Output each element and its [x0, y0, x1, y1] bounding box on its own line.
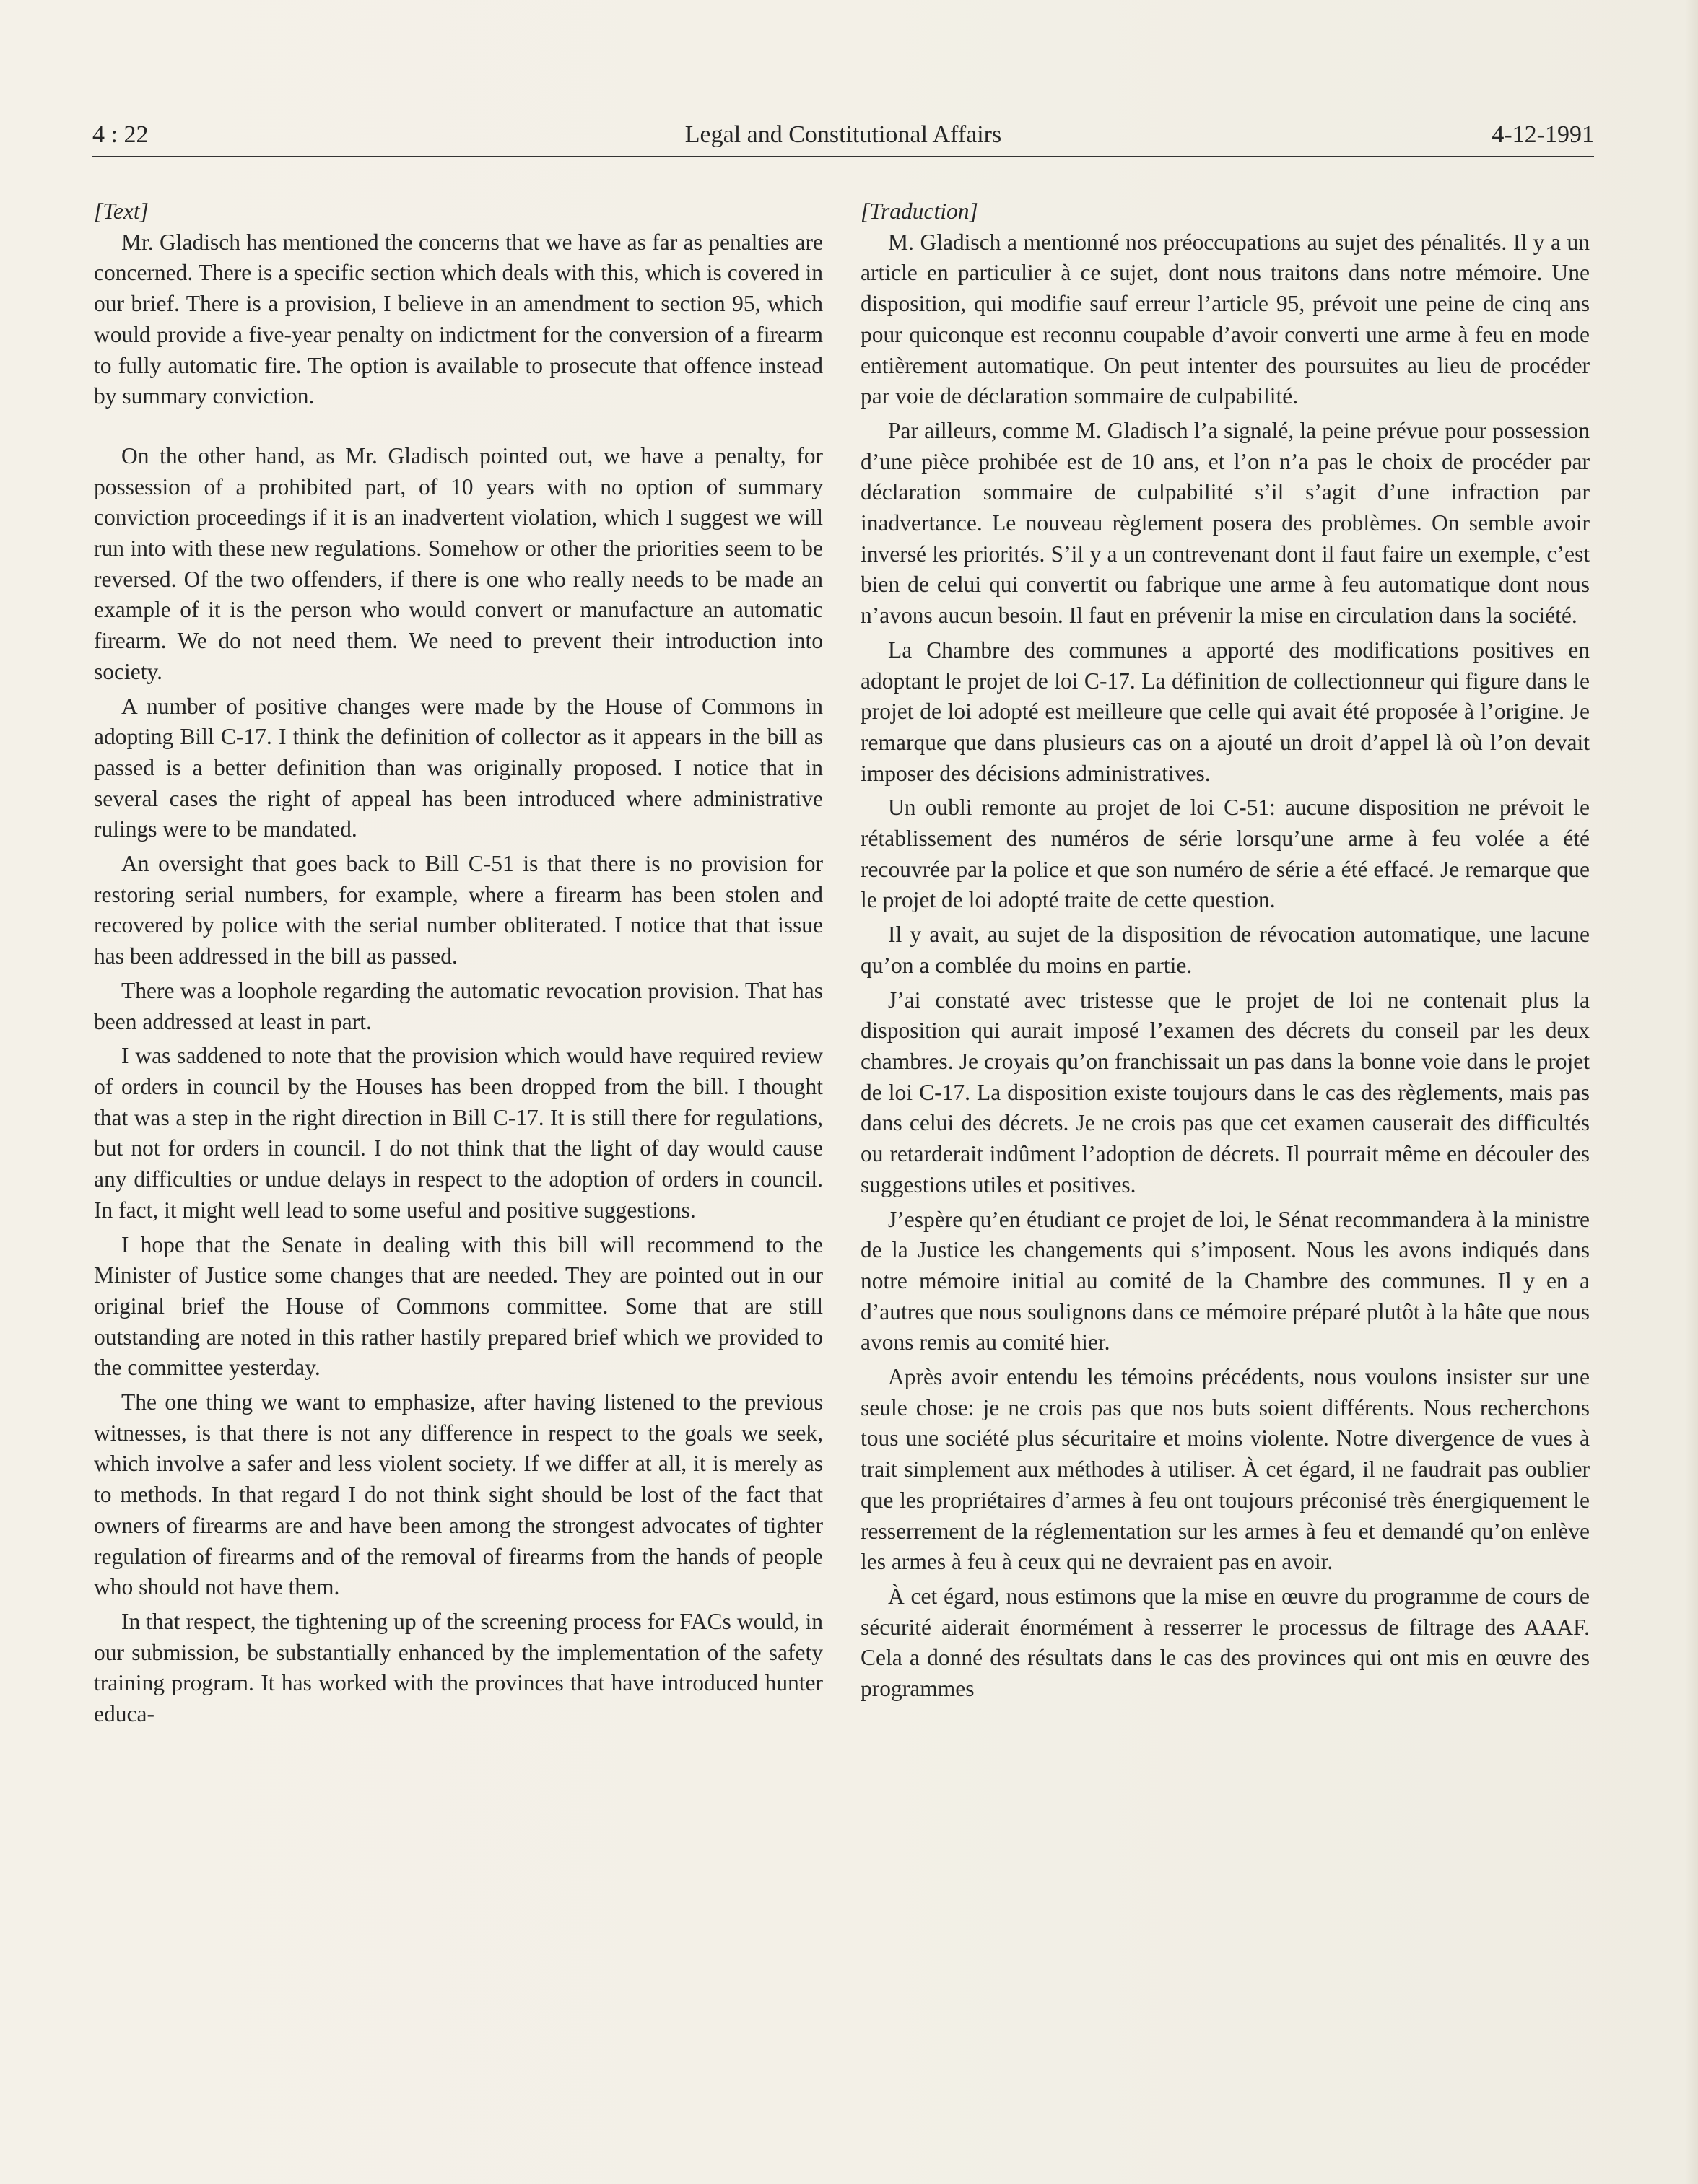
paragraph: La Chambre des communes a apporté des modifications positives en adoptant le projet de loi C-17. La définition de collectionneur qui figure dans le projet de loi adopté est meilleure que celle qui avait été proposée à l’origine. Je remarque que dans plusieurs cas on a ajouté un droit d’appel là où l’on devait imposer des décisions administratives. [861, 637, 1590, 786]
language-tag-traduction: [Traduction] [861, 198, 978, 224]
paragraph: A number of positive changes were made by the House of Commons in adopting Bill C-17. I think the definition of collector as it appears in the bill as passed is a better definition than was originally proposed. I notice that in several cases the right of appeal has been introduced where administrative rulings were to be mandated. [94, 693, 823, 842]
paragraph: Un oubli remonte au projet de loi C-51: aucune disposition ne prévoit le rétablissement des numéros de série lorsqu’une arme à feu volée a été recouvrée par la police et que son numéro de série a été effacé. Je remarque que le projet de loi adopté traite de cette question. [861, 795, 1590, 913]
paragraph: An oversight that goes back to Bill C-51 is that there is no provision for restoring serial numbers, for example, where a firearm has been stolen and recovered by police with the serial number obliterated. I notice that that issue has been addressed in the bill as passed. [94, 851, 823, 969]
french-column [861, 196, 1590, 1705]
paragraph: Après avoir entendu les témoins précédents, nous voulons insister sur une seule chose: je ne crois pas que nos buts soient différents. Nous recherchons tous une société plus sécuritaire et moins violente. Notre divergence de vues à trait simplement aux méthodes à utiliser. À cet égard, il ne faudrait pas oublier que les propriétaires d’armes à feu ont toujours préconisé très énergiquement le resserrement de la réglementation sur les armes à feu et demandé qu’on enlève les armes à feu à ceux qui ne devraient pas en avoir. [861, 1364, 1590, 1575]
page-edge-shadow [1685, 0, 1698, 2184]
paragraph: J’ai constaté avec tristesse que le projet de loi ne contenait plus la disposition qui aurait imposé l’examen des décrets du conseil par les deux chambres. Je croyais qu’on franchissait un pas dans la bonne voie dans le projet de loi C-17. La disposition existe toujours dans le cas des règlements, mais pas dans celui des décrets. Je ne crois pas que cet examen causerait des difficultés ou retarderait indûment l’adoption de décrets. Il pourrait même en découler des suggestions utiles et positives. [861, 987, 1590, 1197]
header-title: Legal and Constitutional Affairs [684, 121, 1002, 148]
paragraph: I was saddened to note that the provision which would have required review of orders in council by the Houses has been dropped from the bill. I thought that was a step in the right direction in Bill C-17. It is still there for regulations, but not for orders in council. I do not think that the light of day would cause any difficulties or undue delays in respect to the adoption of orders in council. In fact, it might well lead to some useful and positive suggestions. [94, 1043, 823, 1223]
header-date: 4-12-1991 [1492, 121, 1594, 148]
paragraph: Il y avait, au sujet de la disposition de révocation automatique, une lacune qu’on a comblée du moins en partie. [861, 922, 1590, 978]
paragraph: M. Gladisch a mentionné nos préoccupations au sujet des pénalités. Il y a un article en particulier à ce sujet, dont nous traitons dans notre mémoire. Une disposition, qui modifie sauf erreur l’article 95, prévoit une peine de cinq ans pour quiconque est reconnu coupable d’avoir converti une arme à feu en mode entièrement automatique. On peut intenter des poursuites au lieu de procéder par voie de déclaration sommaire de culpabilité. [861, 229, 1590, 409]
paragraph: Par ailleurs, comme M. Gladisch l’a signalé, la peine prévue pour possession d’une pièce prohibée est de 10 ans, et l’on n’a pas le choix de procéder par déclaration sommaire de culpabilité s’il s’agit d’une infraction par inadvertance. Le nouveau règlement posera des problèmes. On semble avoir inversé les priorités. S’il y a un contrevenant dont il faut faire un exemple, c’est bien de celui qui convertit ou fabrique une arme à feu automatique dont nous n’avons aucun besoin. Il faut en prévenir la mise en circulation dans la société. [861, 417, 1590, 629]
paragraph: J’espère qu’en étudiant ce projet de loi, le Sénat recommandera à la ministre de la Justice les changements qui s’imposent. Nous les avons indiqués dans notre mémoire initial au comité de la Chambre des communes. Il y en a d’autres que nous soulignons dans ce mémoire préparé plutôt à la hâte que nous avons remis au comité hier. [861, 1206, 1590, 1355]
paragraph: Mr. Gladisch has mentioned the concerns that we have as far as penalties are concerned. There is a specific section which deals with this, which is covered in our brief. There is a provision, I believe in an amendment to section 95, which would provide a five-year penalty on indictment for the conversion of a firearm to fully automatic fire. The option is available to prosecute that offence instead by summary conviction. [94, 229, 823, 409]
header-rule [92, 156, 1594, 157]
running-header [92, 121, 1594, 157]
page-number: 4 : 22 [92, 121, 149, 148]
paragraph: À cet égard, nous estimons que la mise en œuvre du programme de cours de sécurité aiderait énormément à resserrer le processus de filtrage des AAAF. Cela a donné des résultats dans le cas des provinces qui ont mis en œuvre des programmes [861, 1583, 1590, 1702]
paragraph: On the other hand, as Mr. Gladisch pointed out, we have a penalty, for possession of a prohibited part, of 10 years with no option of summary conviction proceedings if it is an inadvertent violation, which I suggest we will run into with these new regulations. Somehow or other the priorities seem to be reversed. Of the two offenders, if there is one who really needs to be made an example of it is the person who would convert or manufacture an automatic firearm. We do not need them. We need to prevent their introduction into society. [94, 442, 823, 684]
paragraph: The one thing we want to emphasize, after having listened to the previous witnesses, is that there is not any difference in respect to the goals we seek, which involve a safer and less violent society. If we differ at all, it is merely as to methods. In that regard I do not think sight should be lost of the fact that owners of firearms are and have been among the strongest advocates of tighter regulation of firearms and of the removal of firearms from the hands of people who should not have them. [94, 1389, 823, 1600]
paragraph: In that respect, the tightening up of the screening process for FACs would, in our submission, be substantially enhanced by the implementation of the safety training program. It has worked with the provinces that have introduced hunter educa- [94, 1608, 823, 1727]
english-column [94, 196, 823, 1730]
language-tag-text: [Text] [94, 198, 149, 224]
paragraph: There was a loophole regarding the automatic revocation provision. That has been addressed at least in part. [94, 977, 823, 1034]
paragraph: I hope that the Senate in dealing with this bill will recommend to the Minister of Justice some changes that are needed. They are pointed out in our original brief the House of Commons committee. Some that are still outstanding are noted in this rather hastily prepared brief which we provided to the committee yesterday. [94, 1231, 823, 1381]
